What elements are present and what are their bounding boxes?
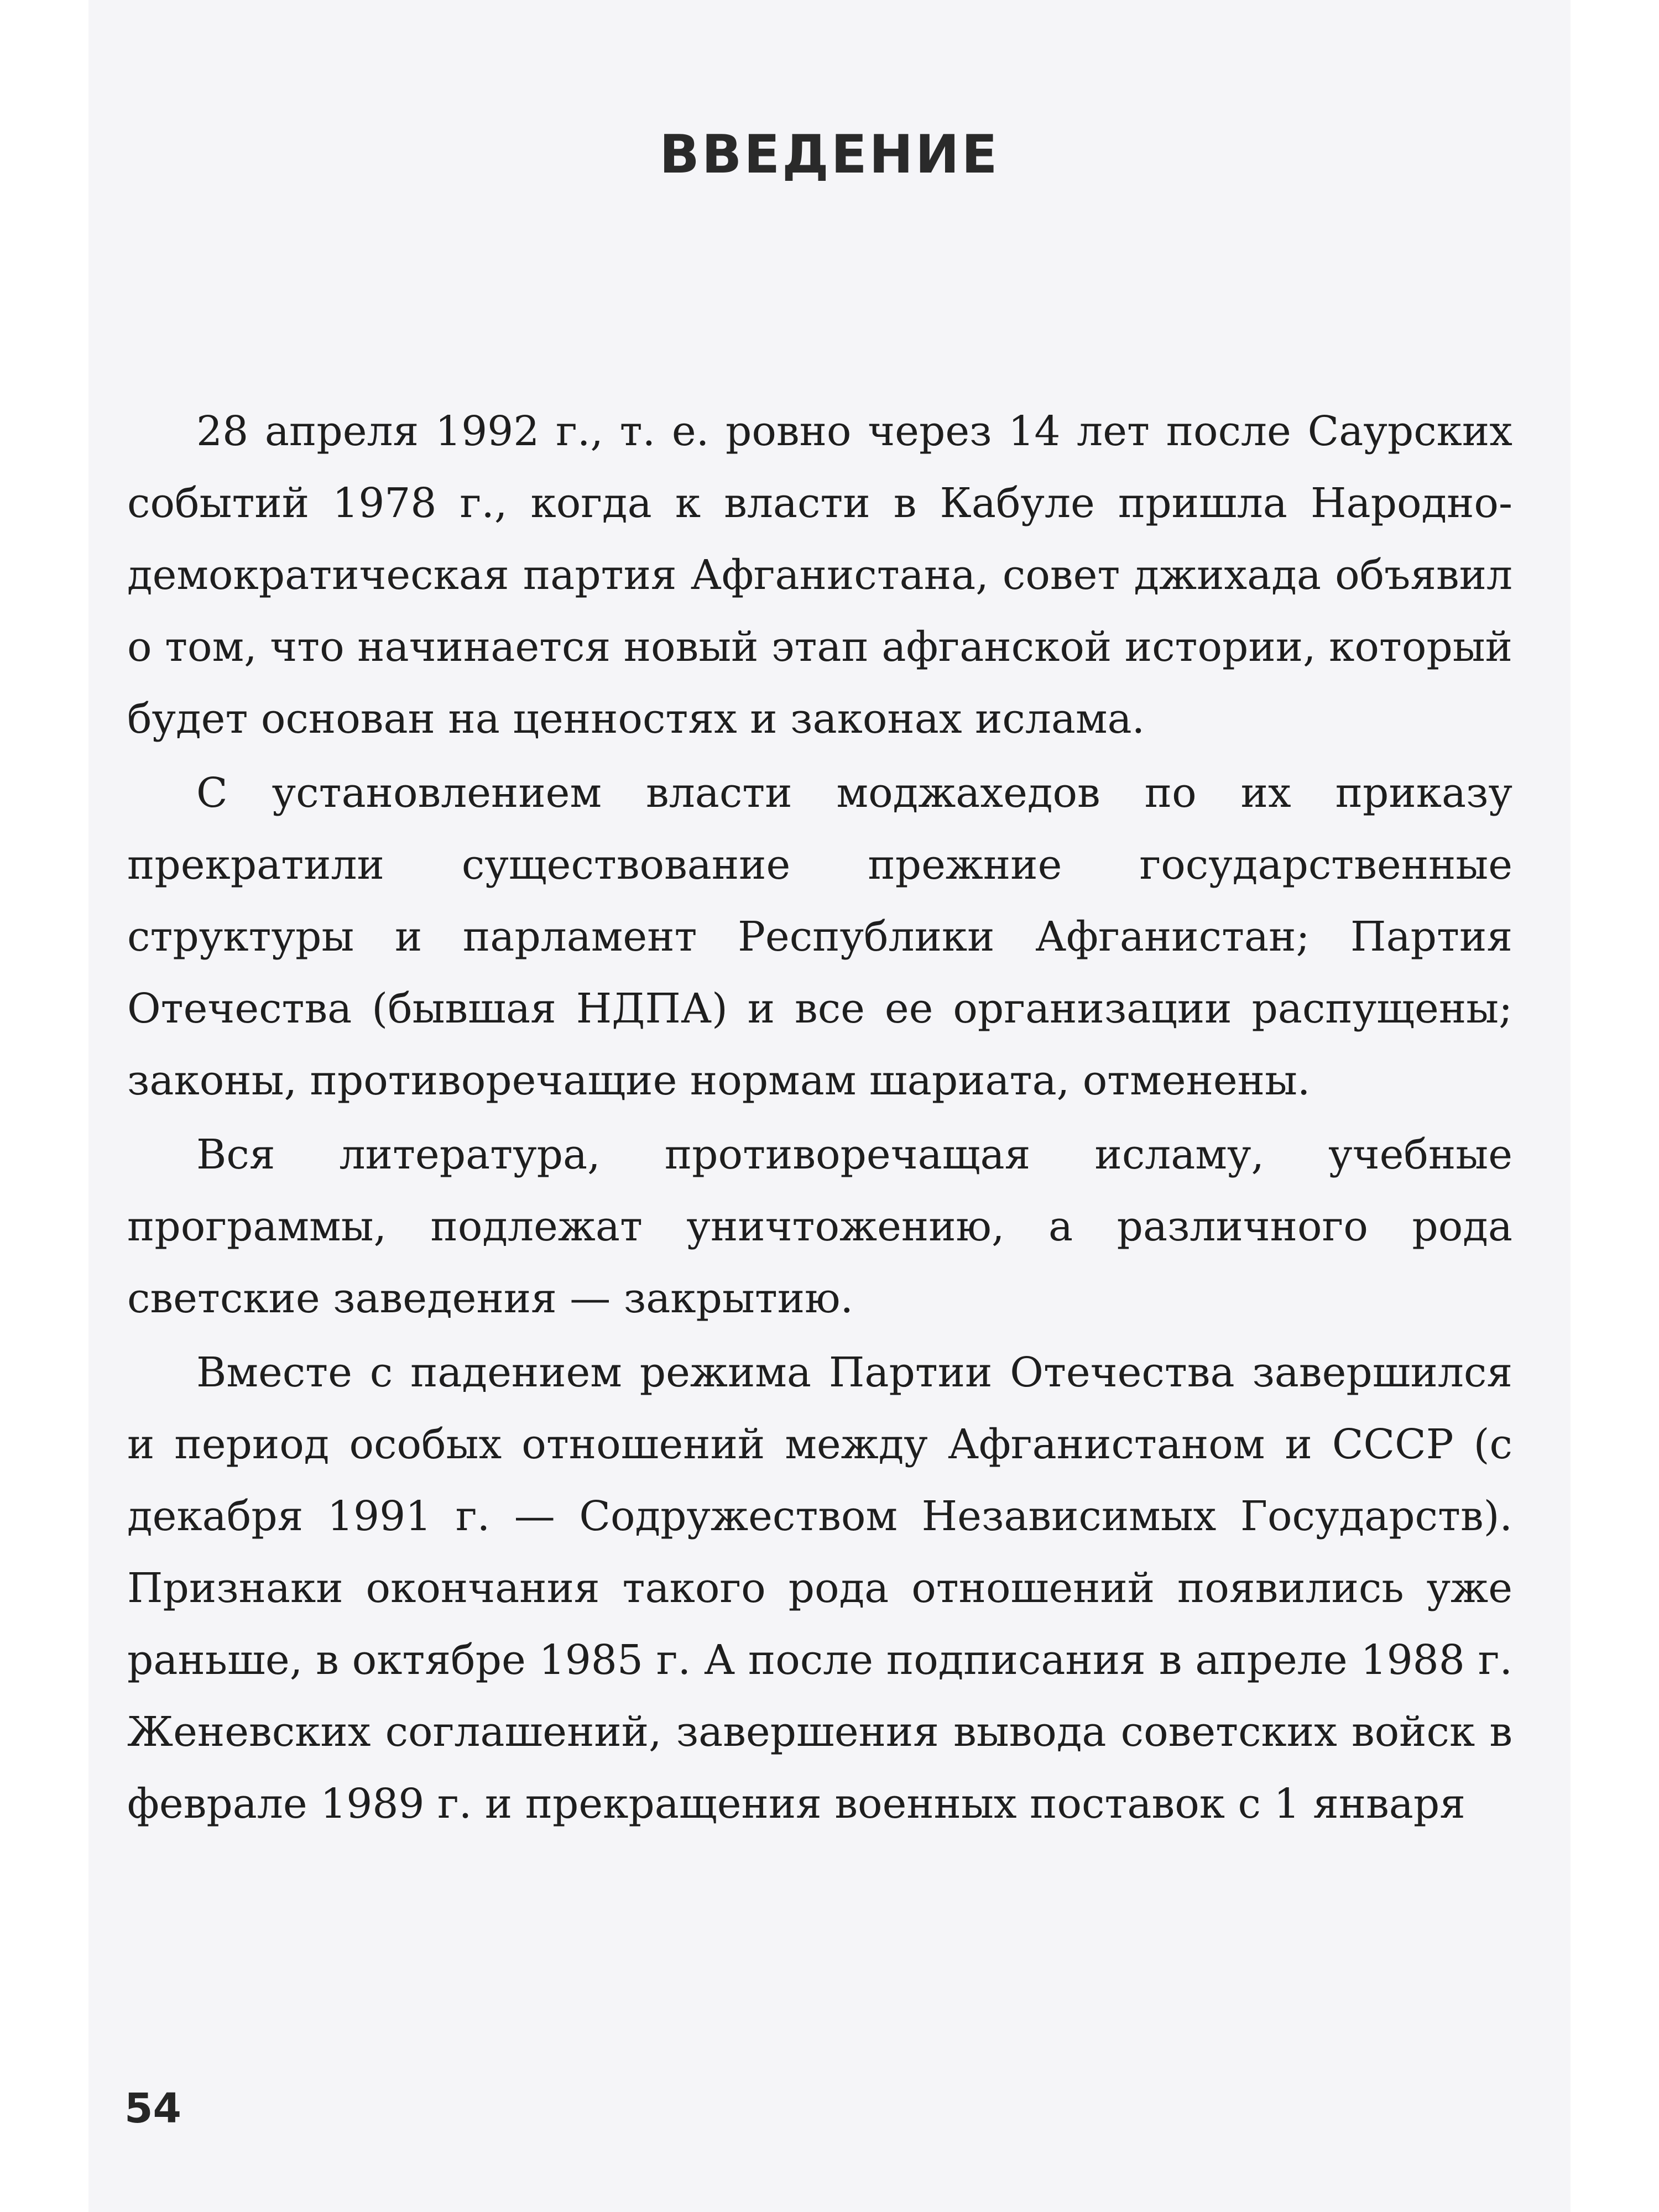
body-text [127,395,1512,1842]
paragraph: Вся литература, противоречащая исламу, учебные программы, подлежат уничтожению, а различного рода светские заведения — закрытию. [127,1131,1512,1322]
book-page [88,0,1571,2212]
page-number: 54 [124,2085,181,2132]
paragraph: Вместе с падением режима Партии Отечества завершился и период особых отношений между Афганистаном и СССР (с декабря 1991 г. — Содружеством Независимых Государств). Признаки окончания такого рода отношений появились уже раньше, в октябре 1985 г. А после подписания в апреле 1988 г. Женевских соглашений, завершения вывода советских войск в феврале 1989 г. и прекращения военных поставок с 1 января [127,1349,1512,1828]
paragraph: С установлением власти моджахедов по их приказу прекратили существование прежние государственные структуры и парламент Республики Афганистан; Партия Отечества (бывшая НДПА) и все ее организации распущены; законы, противоречащие нормам шариата, отменены. [127,769,1512,1104]
paragraph: 28 апреля 1992 г., т. е. ровно через 14 лет после Саурских событий 1978 г., когда к власти в Кабуле пришла Народно-демократическая партия Афганистана, совет джихада объявил о том, что начинается новый этап афганской истории, который будет основан на ценностях и законах ислама. [127,408,1512,743]
page-title: ВВЕДЕНИЕ [659,124,1000,185]
